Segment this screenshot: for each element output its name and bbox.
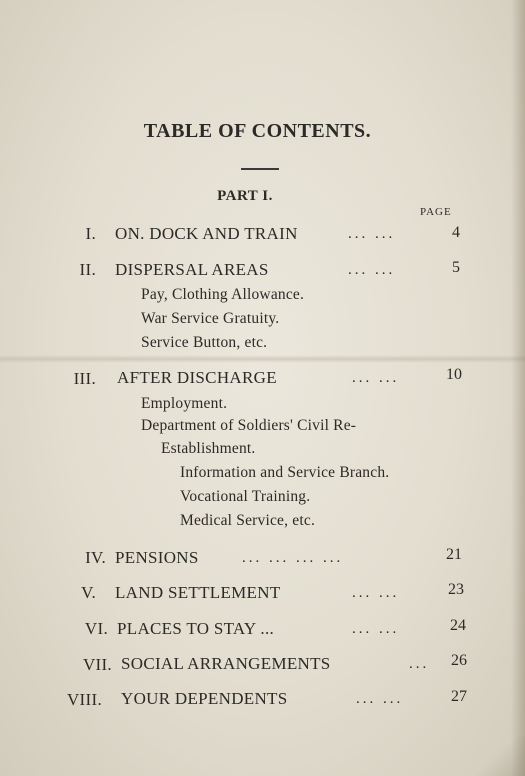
entry-page: 10 [446, 366, 462, 383]
entry-leader: ... ... [348, 262, 396, 278]
entry-title: YOUR DEPENDENTS [121, 689, 288, 708]
entry-title: SOCIAL ARRANGEMENTS [121, 654, 331, 673]
entry-title: PENSIONS [115, 548, 199, 567]
entry-leader: ... ... [352, 370, 400, 386]
entry-subitem: Employment. [141, 395, 228, 412]
part-heading: PART I. [217, 188, 273, 204]
entry-number: VII. [82, 655, 112, 674]
entry-page: 5 [452, 259, 460, 276]
paper-corner-shadow [465, 736, 525, 776]
entry-subitem: Information and Service Branch. [180, 464, 390, 481]
entry-subitem: Department of Soldiers' Civil Re- [141, 417, 357, 434]
entry-page: 23 [448, 581, 464, 598]
entry-number: I. [85, 224, 96, 243]
entry-number: V. [81, 583, 96, 602]
entry-leader: ... ... [352, 585, 400, 601]
entry-subitem: War Service Gratuity. [141, 310, 280, 327]
entry-leader: ... ... ... ... [242, 550, 344, 566]
entry-subitem: Vocational Training. [180, 488, 311, 505]
entry-number: III. [73, 369, 96, 388]
entry-leader: ... ... [352, 621, 400, 637]
entry-leader: ... ... [356, 691, 404, 707]
entry-subitem: Service Button, etc. [141, 334, 268, 351]
entry-page: 21 [446, 546, 462, 563]
entry-number: VI. [84, 619, 108, 638]
entry-title: LAND SETTLEMENT [115, 583, 281, 602]
entry-leader: ... ... [348, 226, 396, 242]
title-divider [241, 168, 279, 170]
entry-number: VIII. [66, 690, 102, 709]
entry-title: ON. DOCK AND TRAIN [115, 224, 298, 243]
entry-title: AFTER DISCHARGE [117, 368, 277, 387]
paper-edge-shadow [511, 0, 525, 776]
entry-title: PLACES TO STAY ... [117, 619, 275, 638]
entry-page: 26 [451, 652, 467, 669]
entry-subitem: Pay, Clothing Allowance. [141, 286, 305, 303]
entry-page: 4 [452, 224, 460, 241]
entry-subitem: Establishment. [161, 440, 256, 457]
entry-page: 24 [450, 617, 466, 634]
page-title: TABLE OF CONTENTS. [143, 120, 372, 142]
entry-leader: ... [409, 656, 430, 672]
entry-subitem: Medical Service, etc. [180, 512, 316, 529]
entry-title: DISPERSAL AREAS [115, 260, 269, 279]
page-column-header: PAGE [420, 206, 452, 218]
entry-number: IV. [85, 548, 106, 567]
paper-fold-crease [0, 355, 525, 363]
entry-number: II. [79, 260, 96, 279]
entry-page: 27 [451, 688, 467, 705]
